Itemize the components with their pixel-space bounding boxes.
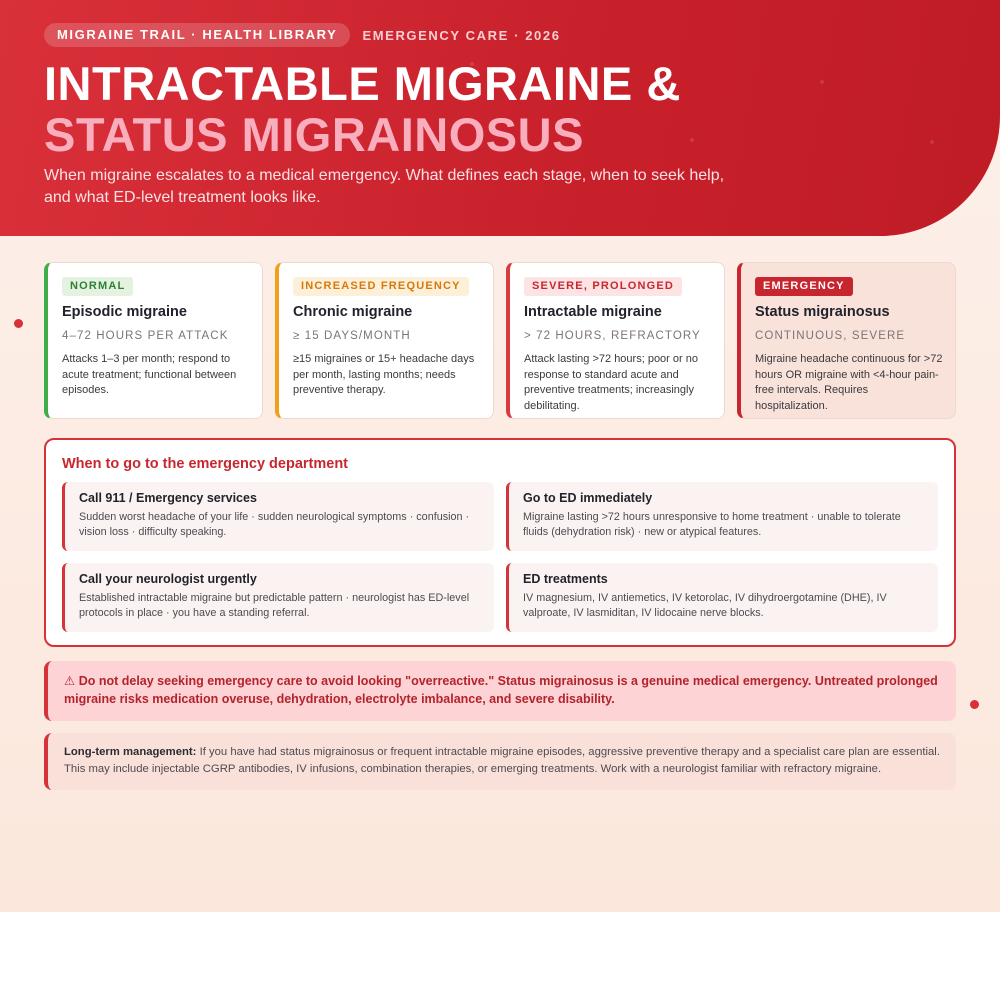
ed-item-go-to-ed (506, 482, 938, 551)
decor-dot-right (970, 700, 979, 709)
stage-card-intractable (506, 262, 725, 419)
emergency-department-panel (44, 438, 956, 647)
stage-card-status-migrainosus (737, 262, 956, 419)
stage-badge: NORMAL (62, 277, 133, 296)
long-term-lead: Long-term management: (64, 746, 197, 758)
ed-item-text: Migraine lasting >72 hours unresponsive to home treatment · unable to tolerate fluids (dehydration risk) · new or atypical features. (523, 511, 901, 538)
stage-name: Intractable migraine (524, 304, 662, 320)
kicker-meta: EMERGENCY CARE · 2026 (362, 27, 561, 43)
library-pill: MIGRAINE TRAIL · HEALTH LIBRARY (44, 23, 350, 47)
decor-dot (690, 138, 694, 142)
warning-triangle-icon: ⚠ (64, 674, 79, 688)
ed-panel-title: When to go to the emergency department (62, 456, 348, 472)
ed-item-text: IV magnesium, IV antiemetics, IV ketorolac, IV dihydroergotamine (DHE), IV valproate, IV lasmiditan, IV lidocaine nerve blocks. (523, 592, 887, 619)
ed-item-ed-treatments (506, 563, 938, 632)
stage-card-episodic (44, 262, 263, 419)
stage-name: Status migrainosus (755, 304, 890, 320)
warning-text: Do not delay seeking emergency care to avoid looking "overreactive." Status migrainosus is a genuine medical emergency. Untreated prolonged migraine risks medication overuse, dehydration, electrolyte imbalance, and severe disability. (64, 674, 938, 706)
stage-cards (44, 262, 956, 419)
page-subtitle: When migraine escalates to a medical emergency. What defines each stage, when to seek help, and what ED-level treatment looks like. (44, 167, 725, 206)
title-line-2: STATUS MIGRAINOSUS (44, 108, 584, 161)
ed-item-title: Go to ED immediately (523, 491, 653, 505)
stage-badge: SEVERE, PROLONGED (524, 277, 682, 296)
stage-description: Attacks 1–3 per month; respond to acute treatment; functional between episodes. (62, 353, 237, 396)
long-term-management-note (44, 733, 956, 790)
stage-name: Episodic migraine (62, 304, 187, 320)
hero-header (0, 0, 1000, 236)
ed-item-title: Call your neurologist urgently (79, 572, 257, 586)
stage-duration: > 72 HOURS, REFRACTORY (524, 330, 701, 342)
stage-description: ≥15 migraines or 15+ headache days per month, lasting months; needs preventive therapy. (293, 353, 475, 396)
stage-badge: EMERGENCY (755, 277, 853, 296)
page-title (44, 58, 681, 160)
warning-callout (44, 661, 956, 721)
ed-item-call-neurologist (62, 563, 494, 632)
ed-item-text: Sudden worst headache of your life · sudden neurological symptoms · confusion · vision loss · difficulty speaking. (79, 511, 470, 538)
stage-duration: ≥ 15 DAYS/MONTH (293, 330, 411, 342)
kicker (44, 23, 561, 47)
decor-dot-left (14, 319, 23, 328)
stage-name: Chronic migraine (293, 304, 413, 320)
decor-dot (820, 80, 824, 84)
ed-item-call-911 (62, 482, 494, 551)
decor-dot (930, 140, 934, 144)
stage-description: Migraine headache continuous for >72 hours OR migraine with <4-hour pain-free intervals. Requires hospitalization. (755, 353, 943, 412)
stage-card-chronic (275, 262, 494, 419)
ed-item-title: ED treatments (523, 572, 608, 586)
ed-item-title: Call 911 / Emergency services (79, 491, 257, 505)
stage-badge: INCREASED FREQUENCY (293, 277, 469, 296)
stage-duration: CONTINUOUS, SEVERE (755, 330, 906, 342)
stage-duration: 4–72 HOURS PER ATTACK (62, 330, 229, 342)
long-term-text: If you have had status migrainosus or frequent intractable migraine episodes, aggressive preventive therapy and a specialist care plan are essential. This may include injectable CGRP antibodies, IV infusions, combination therapies, or emerging treatments. Work with a neurologist familiar with refractory migraine. (64, 746, 940, 775)
stage-description: Attack lasting >72 hours; poor or no response to standard acute and preventive treatments; increasingly debilitating. (524, 353, 698, 412)
ed-item-text: Established intractable migraine but predictable pattern · neurologist has ED-level protocols in place · you have a standing referral. (79, 592, 470, 619)
title-line-1: INTRACTABLE MIGRAINE & (44, 57, 681, 110)
ed-grid (62, 482, 938, 632)
